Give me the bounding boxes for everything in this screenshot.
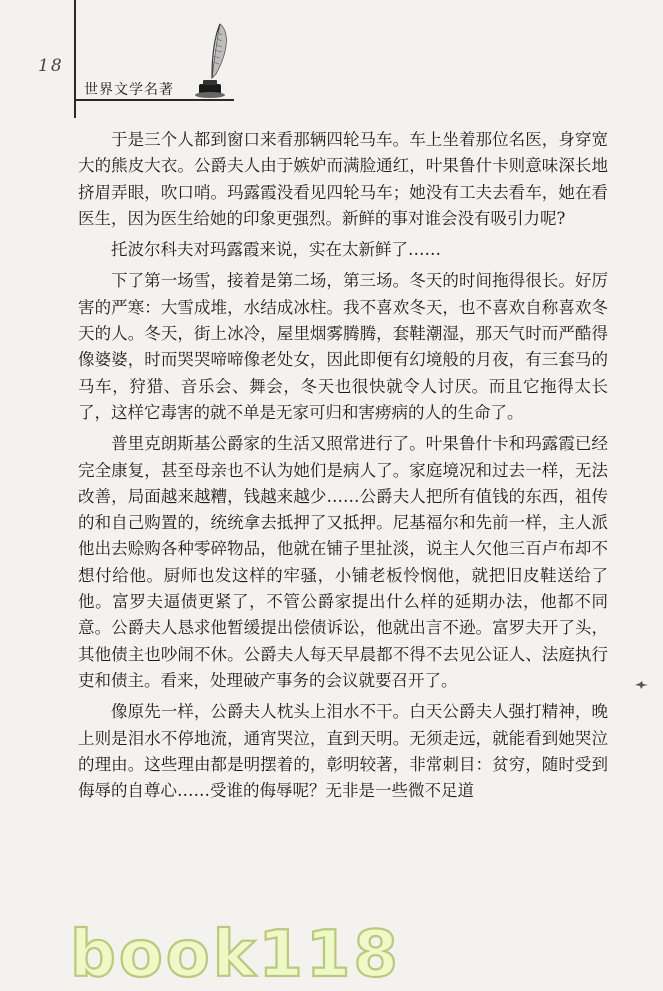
watermark-logo: [60, 918, 620, 988]
series-title: 世界文学名著: [84, 82, 174, 98]
watermark-text: book118: [70, 918, 401, 988]
body-text: [78, 127, 608, 809]
paragraph-1: 于是三个人都到窗口来看那辆四轮马车。车上坐着那位名医，身穿宽大的熊皮大衣。公爵夫人由于嫉妒而满脸通红，叶果鲁什卡则意味深长地挤眉弄眼，吹口哨。玛露霞没看见四轮马车；她没有工夫去看车，她在看医生，因为医生给她的印象更强烈。新鲜的事对谁会没有吸引力呢?: [78, 130, 608, 228]
paragraph-3: 下了第一场雪，接着是第二场，第三场。冬天的时间拖得很长。好厉害的严寒：大雪成堆，水结成冰柱。我不喜欢冬天，也不喜欢自称喜欢冬天的人。冬天，街上冰冷，屋里烟雾腾腾，套鞋潮湿，那天气时而严酷得像婆婆，时而哭哭啼啼像老处女，因此即便有幻境般的月夜，有三套马的马车，狩猎、音乐会、舞会，冬天也很快就令人讨厌。而且它拖得太长了，这样它毒害的就不单是无家可归和害痨病的人的生命了。: [78, 271, 608, 422]
paragraph-5: 像原先一样，公爵夫人枕头上泪水不干。白天公爵夫人强打精神，晚上则是泪水不停地流，通宵哭泣，直到天明。无须走远，就能看到她哭泣的理由。这些理由都是明摆着的，彰明较著，非常刺目：贫穷，随时受到侮辱的自尊心……受谁的侮辱呢？无非是一些微不足道: [78, 702, 608, 801]
ink-speck-icon: [633, 680, 649, 690]
paragraph-2: 托波尔科夫对玛露霞来说，实在太新鲜了……: [111, 240, 441, 260]
paragraph-4: 普里克朗斯基公爵家的生活又照常进行了。叶果鲁什卡和玛露霞已经完全康复，甚至母亲也不认为她们是病人了。家庭境况和过去一样，无法改善，局面越来越糟，钱越来越少……公爵夫人把所有值钱的东西，祖传的和自己购置的，统统拿去抵押了又抵押。尼基福尔和先前一样，主人派他出去赊购各种零碎物品，他就在铺子里扯淡，说主人欠他三百卢布却不想付给他。厨师也发这样的牢骚，小铺老板怜悯他，就把旧皮鞋送给了他。富罗夫逼债更紧了，不管公爵家提出什么样的延期办法，他都不同意。公爵夫人恳求他暂缓提出偿债诉讼，他就出言不逊。富罗夫开了头，其他债主也吵闹不休。公爵夫人每天早晨都不得不去见公证人、法庭执行吏和债主。看来，处理破产事务的会议就要召开了。: [78, 434, 608, 690]
quill-inkwell-icon: [190, 22, 234, 100]
page-number: 18: [38, 56, 64, 76]
